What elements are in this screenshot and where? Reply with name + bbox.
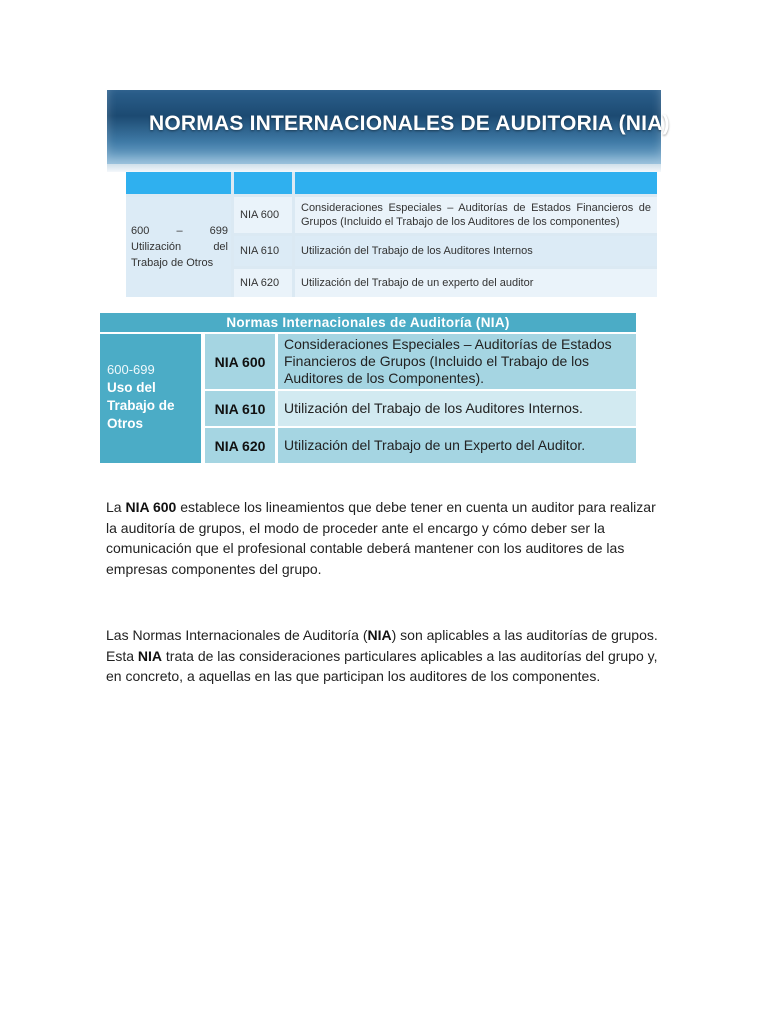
nia-table-title: Normas Internacionales de Auditoría (NIA) [100,313,636,332]
group-label-part: Trabajo de Otros [131,257,214,269]
group-label-part: Utilización [131,241,182,253]
paragraph-text: Las Normas Internacionales de Auditoría ( [106,627,368,643]
nia-row-desc: Utilización del Trabajo de los Auditores Internos. [278,391,636,426]
banner-divider [107,164,661,172]
nia-row-desc: Utilización del Trabajo de un Experto del Auditor. [278,428,636,463]
nia-image-table [126,172,657,297]
image-table-header-cell [295,172,657,194]
nia-row-code: NIA 620 [205,428,275,463]
paragraph-bold: NIA [137,647,163,664]
paragraph-bold: NIA 600 [125,499,177,515]
image-table-code: NIA 600 [234,197,292,233]
group-code-end: 699 [209,225,228,237]
paragraph-nia-600 [106,497,666,579]
group-label-part: del [213,241,228,253]
nia-banner-image [107,90,670,164]
paragraph-bold: NIA [367,627,392,643]
paragraph-text: ) son aplicables a las auditorías de grupos. Esta [106,627,658,664]
group-code-start: 600 [131,225,150,237]
nia-group-code: 600-699 [107,362,155,377]
paragraph-text: trata de las consideraciones particulares aplicables a las auditorías del grupo y, en concreto, a aquellas en las que participan los auditores de los componentes. [106,647,658,684]
paragraph-text: La [106,499,126,515]
image-table-desc: Consideraciones Especiales – Auditorías de Estados Financieros de Grupos (Incluido el Trabajo de los Auditores de los componentes) [295,197,657,233]
banner-title: NORMAS INTERNACIONALES DE AUDITORIA (NIA) [149,112,670,135]
image-table-code: NIA 610 [234,236,292,266]
group-code-dash: – [176,225,183,237]
image-table-header-cell [234,172,292,194]
nia-row-desc: Consideraciones Especiales – Auditorías de Estados Financieros de Grupos (Incluido el Trabajo de los Auditores de los Componentes). [278,334,636,389]
nia-group-label: Uso del Trabajo de Otros [107,380,175,431]
paragraph-nia-groups [106,625,666,687]
nia-row-code: NIA 610 [205,391,275,426]
image-table-desc: Utilización del Trabajo de un experto del auditor [295,269,657,297]
image-table-code: NIA 620 [234,269,292,297]
paragraph-text: establece los lineamientos que debe tener en cuenta un auditor para realizar la auditoría de grupos, el modo de proceder ante el encargo y cómo deber ser la comunicación que el profesional contable deberá mantener con los auditores de las empresas componentes del grupo. [106,499,656,577]
nia-row-code: NIA 600 [205,334,275,389]
image-table-desc: Utilización del Trabajo de los Auditores Internos [295,236,657,266]
image-table-header-cell [126,172,231,194]
image-table-group-cell [126,197,231,297]
nia-table-group-cell [100,334,201,463]
